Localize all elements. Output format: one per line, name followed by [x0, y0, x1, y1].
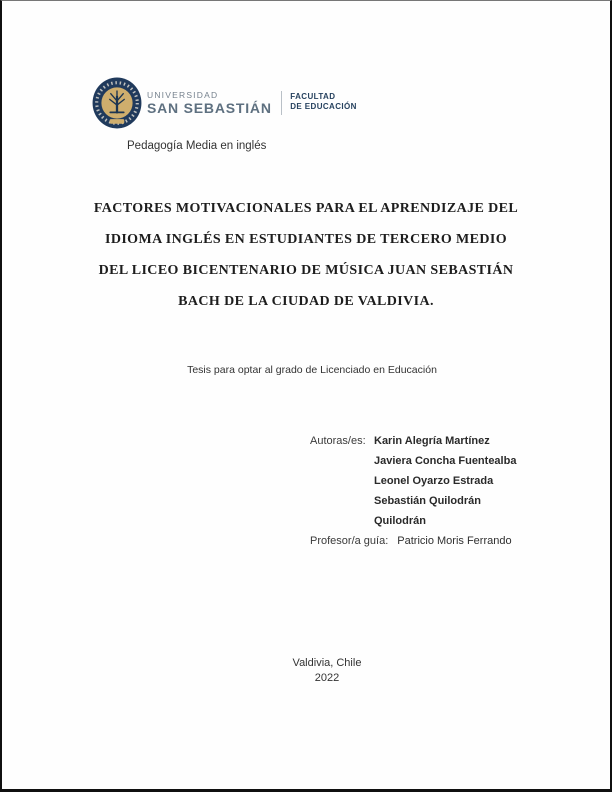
author-name: Leonel Oyarzo Estrada: [374, 475, 494, 487]
location-text: Valdivia, Chile: [292, 657, 362, 669]
faculty-line-2: DE EDUCACIÓN: [290, 102, 357, 111]
title-line-2: IDIOMA INGLÉS EN ESTUDIANTES DE TERCERO MEDIO: [104, 232, 508, 247]
university-name-small: UNIVERSIDAD: [147, 89, 219, 100]
degree-statement: Tesis para optar al grado de Licenciado en Educación: [187, 364, 437, 376]
authors-label: Autoras/es:: [310, 435, 366, 447]
advisor-name: Patricio Moris Ferrando: [397, 535, 512, 547]
author-row: [310, 471, 516, 491]
location-year-block: [227, 656, 427, 686]
university-seal-icon: [92, 77, 142, 129]
author-name: Javiera Concha Fuentealba: [374, 455, 517, 467]
year-text: 2022: [314, 672, 340, 684]
faculty-line-1: FACULTAD: [290, 91, 336, 101]
university-header: [92, 77, 357, 129]
faculty-wordmark: [290, 93, 357, 114]
title-line-3: DEL LICEO BICENTENARIO DE MÚSICA JUAN SEBASTIÁN: [98, 263, 514, 278]
author-row: [310, 491, 516, 511]
author-row: [310, 511, 516, 531]
logo-divider: [281, 91, 283, 115]
thesis-title: [42, 193, 570, 317]
author-row: [310, 431, 516, 451]
university-wordmark: [147, 91, 272, 116]
author-name: Quilodrán: [374, 515, 426, 527]
title-line-1: FACTORES MOTIVACIONALES PARA EL APRENDIZAJE DEL: [93, 201, 519, 216]
advisor-label: Profesor/a guía:: [310, 535, 389, 547]
author-name: Karin Alegría Martínez: [374, 435, 490, 447]
author-name: Sebastián Quilodrán: [374, 495, 481, 507]
program-name: Pedagogía Media en inglés: [127, 140, 267, 152]
title-line-4: BACH DE LA CIUDAD DE VALDIVIA.: [178, 294, 434, 309]
author-row: [310, 451, 516, 471]
authors-block: [310, 431, 516, 551]
university-name-large: SAN SEBASTIÁN: [147, 100, 272, 117]
advisor-row: [310, 531, 516, 551]
